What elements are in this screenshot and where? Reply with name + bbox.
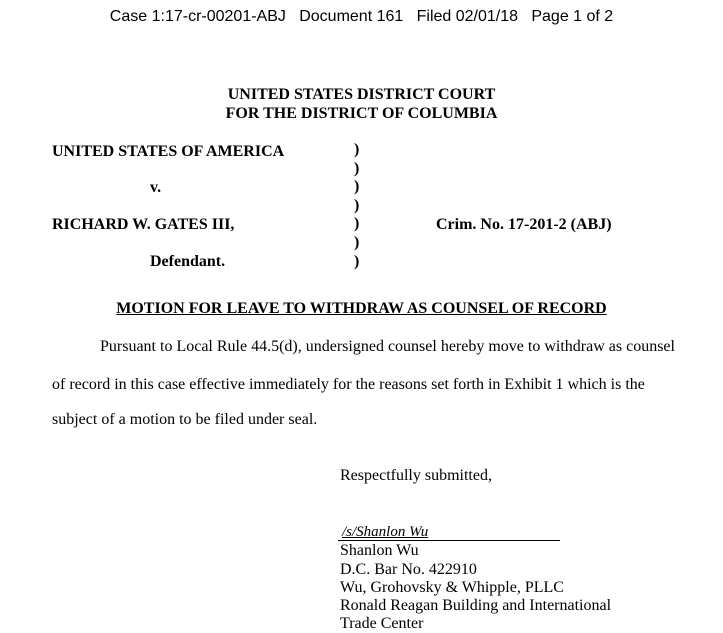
bar-number: D.C. Bar No. 422910 (340, 561, 477, 578)
signature-text: /s/Shanlon Wu (342, 524, 429, 540)
address-line-1: Ronald Reagan Building and International (340, 597, 612, 614)
case-number: Crim. No. 17-201-2 (ABJ) (436, 216, 612, 233)
paren-2: ) (354, 159, 360, 177)
paren-3: ) (354, 178, 360, 196)
defendant-label: Defendant. (150, 253, 226, 270)
caption-parentheses (354, 141, 359, 271)
paren-6: ) (354, 233, 360, 251)
closing-line: Respectfully submitted, (340, 467, 492, 484)
plaintiff-name: UNITED STATES OF AMERICA (52, 143, 285, 160)
versus-label: v. (150, 179, 162, 196)
defendant-name: RICHARD W. GATES III, (52, 216, 235, 233)
body-line-1: Pursuant to Local Rule 44.5(d), undersigned counsel hereby move to withdraw as counsel (100, 338, 675, 355)
paren-5: ) (354, 215, 360, 233)
paren-7: ) (354, 252, 360, 270)
paren-4: ) (354, 196, 360, 214)
body-line-2: of record in this case effective immediately for the reasons set forth in Exhibit 1 which is the (52, 376, 645, 393)
court-name-line-2: FOR THE DISTRICT OF COLUMBIA (225, 105, 498, 122)
case-header-stamp: Case 1:17-cr-00201-ABJ Document 161 Filed 02/01/18 Page 1 of 2 (109, 8, 614, 25)
body-line-3: subject of a motion to be filed under seal. (52, 411, 318, 428)
address-line-2: Trade Center (340, 615, 424, 632)
motion-title: MOTION FOR LEAVE TO WITHDRAW AS COUNSEL OF RECORD (116, 300, 607, 317)
signer-name: Shanlon Wu (340, 542, 419, 559)
court-name-line-1: UNITED STATES DISTRICT COURT (227, 86, 496, 103)
firm-name: Wu, Grohovsky & Whipple, PLLC (340, 579, 564, 596)
signature-line (338, 524, 560, 541)
paren-1: ) (354, 141, 360, 158)
